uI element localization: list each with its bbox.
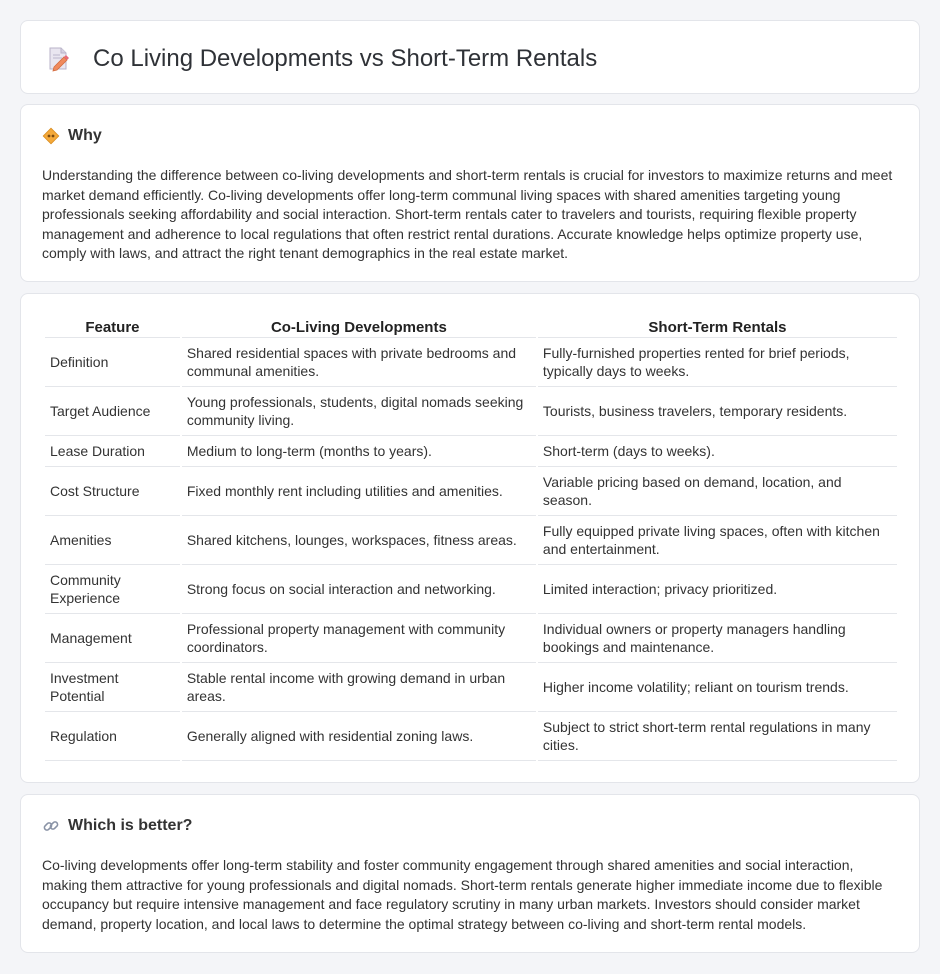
header-card: [20, 20, 920, 94]
column-header-feature: Feature: [45, 316, 180, 338]
short-term-cell: Individual owners or property managers handling bookings and maintenance.: [538, 614, 897, 663]
short-term-cell: Subject to strict short-term rental regulations in many cities.: [538, 712, 897, 761]
why-text: Understanding the difference between co-living developments and short-term rentals is crucial for investors to maximize returns and meet market demand efficiently. Co-living developments offer long-term communal living spaces with shared amenities targeting young professionals seeking affordability and social interaction. Short-term rentals cater to travelers and tourists, requiring flexible property management and adherence to local regulations that often restrict rental durations. Accurate knowledge helps optimize property use, comply with laws, and attract the right tenant demographics in the real estate market.: [42, 167, 893, 261]
comparison-table: [43, 316, 899, 761]
which-heading: [42, 817, 192, 835]
table-row: [45, 663, 897, 712]
column-header-co-living: Co-Living Developments: [182, 316, 536, 338]
link-icon: [42, 817, 60, 835]
table-row: [45, 516, 897, 565]
short-term-cell: Higher income volatility; reliant on tourism trends.: [538, 663, 897, 712]
which-text: Co-living developments offer long-term stability and foster community engagement through shared amenities and social interaction, making them attractive for young professionals and digital nomads. Short-term rentals generate higher immediate income due to flexible occupancy but require intensive management and face regulatory scrutiny in many urban markets. Investors should consider market demand, property location, and local laws to determine the optimal strategy between co-living and short-term rental models.: [42, 857, 883, 932]
which-heading-label: Which is better?: [68, 817, 193, 834]
column-header-short-term: Short-Term Rentals: [538, 316, 897, 338]
short-term-cell: Limited interaction; privacy prioritized.: [538, 565, 897, 614]
co-living-cell: Stable rental income with growing demand in urban areas.: [182, 663, 536, 712]
short-term-cell: Fully-furnished properties rented for brief periods, typically days to weeks.: [538, 338, 897, 387]
table-row: [45, 338, 897, 387]
table-row: [45, 467, 897, 516]
co-living-cell: Professional property management with community coordinators.: [182, 614, 536, 663]
table-row: [45, 436, 897, 467]
feature-cell: Cost Structure: [45, 467, 180, 516]
co-living-cell: Young professionals, students, digital nomads seeking community living.: [182, 387, 536, 436]
why-heading-label: Why: [68, 127, 102, 144]
short-term-cell: Tourists, business travelers, temporary residents.: [538, 387, 897, 436]
feature-cell: Investment Potential: [45, 663, 180, 712]
co-living-cell: Shared kitchens, lounges, workspaces, fitness areas.: [182, 516, 536, 565]
diamond-sign-icon: [42, 127, 60, 145]
page-title: Co Living Developments vs Short-Term Rentals: [93, 45, 598, 72]
feature-cell: Definition: [45, 338, 180, 387]
table-header-row: [45, 316, 897, 338]
table-row: [45, 387, 897, 436]
document-pencil-icon: [46, 45, 72, 73]
why-card: [20, 104, 920, 282]
co-living-cell: Medium to long-term (months to years).: [182, 436, 536, 467]
comparison-table-card: [20, 293, 920, 783]
feature-cell: Community Experience: [45, 565, 180, 614]
why-heading: [42, 127, 102, 145]
which-card: [20, 794, 920, 953]
feature-cell: Target Audience: [45, 387, 180, 436]
table-row: [45, 712, 897, 761]
table-row: [45, 565, 897, 614]
table-row: [45, 614, 897, 663]
co-living-cell: Strong focus on social interaction and networking.: [182, 565, 536, 614]
co-living-cell: Fixed monthly rent including utilities and amenities.: [182, 467, 536, 516]
feature-cell: Lease Duration: [45, 436, 180, 467]
feature-cell: Amenities: [45, 516, 180, 565]
feature-cell: Management: [45, 614, 180, 663]
co-living-cell: Generally aligned with residential zoning laws.: [182, 712, 536, 761]
short-term-cell: Short-term (days to weeks).: [538, 436, 897, 467]
co-living-cell: Shared residential spaces with private bedrooms and communal amenities.: [182, 338, 536, 387]
feature-cell: Regulation: [45, 712, 180, 761]
short-term-cell: Variable pricing based on demand, location, and season.: [538, 467, 897, 516]
short-term-cell: Fully equipped private living spaces, often with kitchen and entertainment.: [538, 516, 897, 565]
